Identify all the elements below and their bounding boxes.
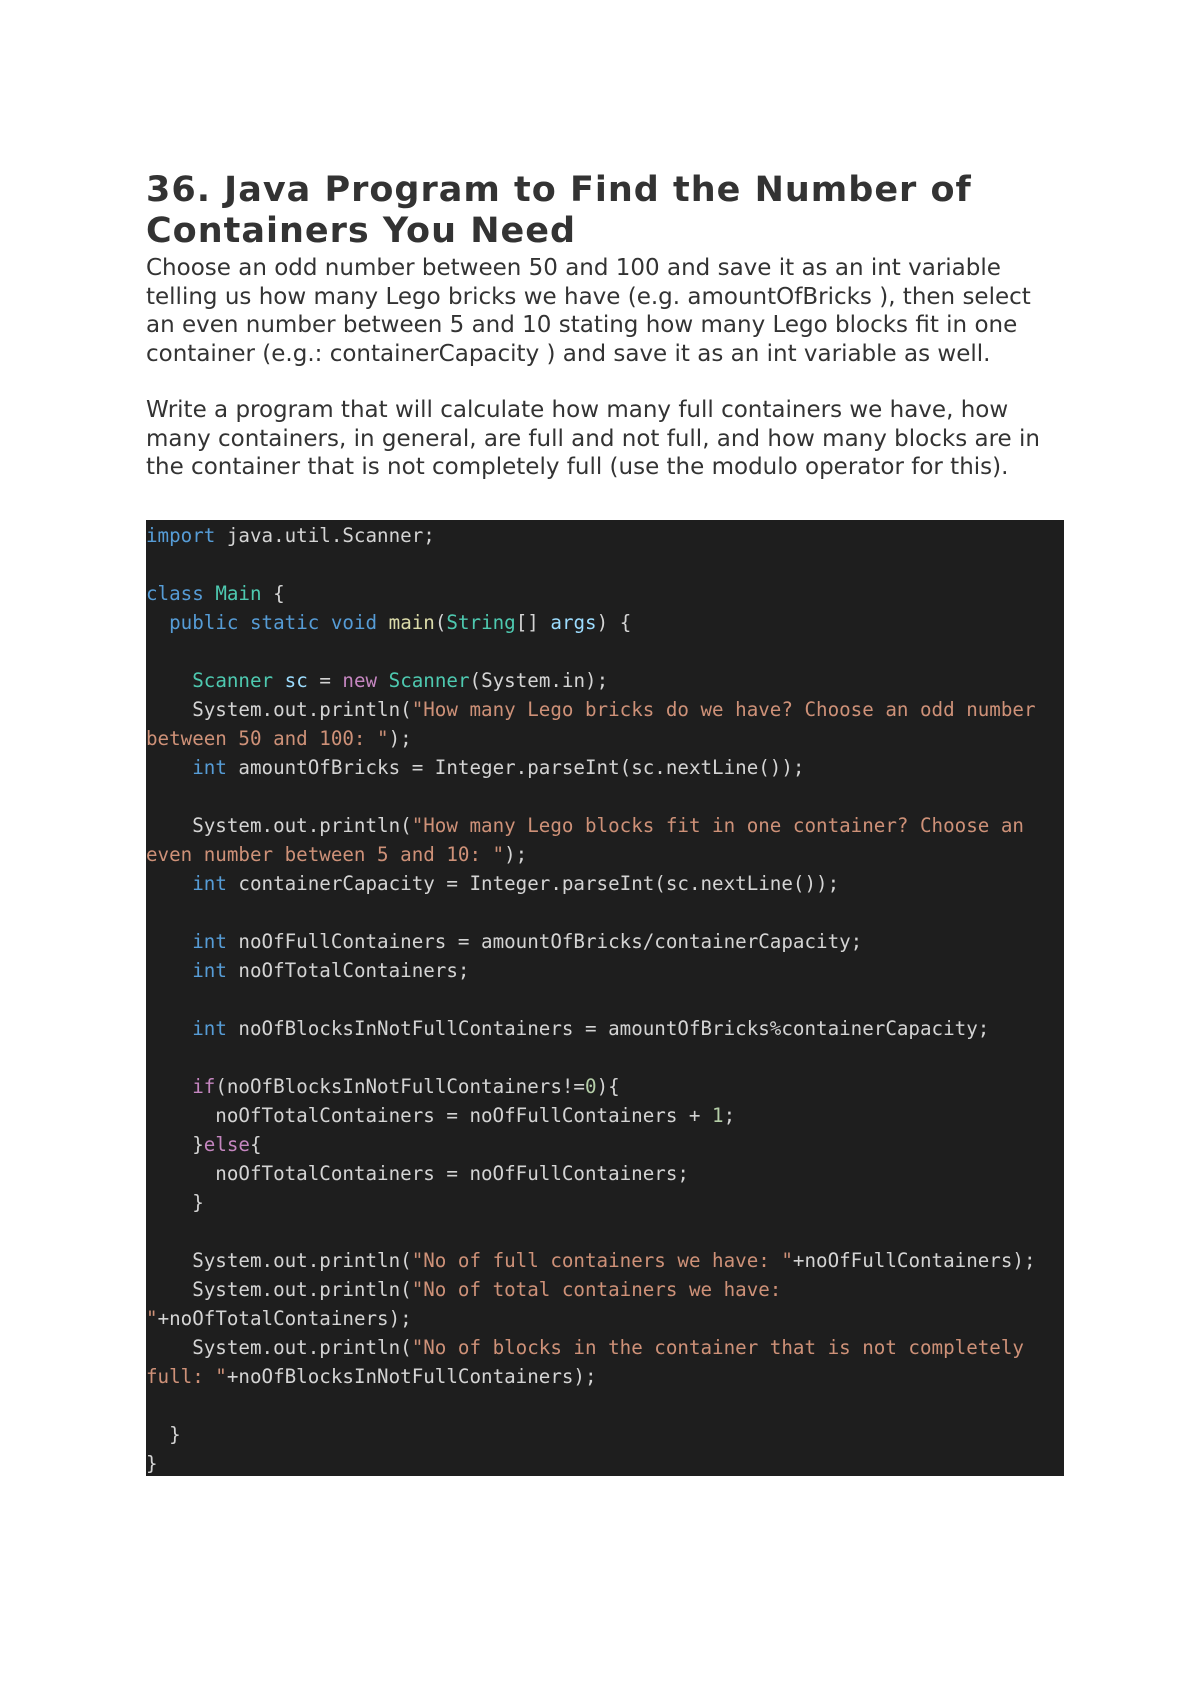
code-token: containerCapacity = Integer.parseInt(sc.nextLine()); bbox=[226, 871, 840, 895]
code-line bbox=[146, 840, 1064, 869]
code-line bbox=[146, 724, 1064, 753]
code-line bbox=[146, 1449, 1064, 1476]
code-line bbox=[146, 811, 1064, 840]
code-token: { bbox=[249, 1132, 262, 1156]
code-token bbox=[377, 611, 389, 634]
code-token bbox=[273, 669, 285, 692]
code-token: 0 bbox=[585, 1074, 597, 1098]
code-token: int bbox=[192, 958, 227, 982]
code-token: main bbox=[388, 610, 435, 634]
code-token bbox=[377, 669, 389, 692]
code-line bbox=[146, 637, 1064, 666]
code-line bbox=[146, 753, 1064, 782]
code-line bbox=[146, 1333, 1064, 1362]
code-token: } bbox=[146, 1132, 204, 1156]
code-line bbox=[146, 521, 1064, 550]
code-line bbox=[146, 666, 1064, 695]
code-token: (noOfBlocksInNotFullContainers!= bbox=[215, 1074, 585, 1098]
code-token bbox=[146, 756, 192, 779]
code-token bbox=[146, 1075, 192, 1098]
code-token: System.out.println( bbox=[146, 813, 412, 837]
code-token: void bbox=[330, 610, 378, 634]
code-token: } bbox=[146, 1190, 204, 1214]
code-token bbox=[319, 611, 331, 634]
code-line bbox=[146, 1246, 1064, 1275]
code-token: "No of total containers we have: bbox=[411, 1277, 782, 1301]
code-token: ); bbox=[504, 842, 528, 866]
code-token: noOfTotalContainers; bbox=[226, 958, 470, 982]
code-token: args bbox=[550, 610, 597, 634]
code-token: System.out.println( bbox=[146, 1335, 412, 1359]
code-token: +noOfBlocksInNotFullContainers); bbox=[226, 1364, 597, 1388]
task-paragraph: Write a program that will calculate how many full containers we have, how many containers, in general, are full and not full, and how many blocks are in the container that is not completely full (use the modulo operator for this). bbox=[146, 397, 1040, 480]
code-token: class bbox=[146, 581, 204, 605]
code-token: amountOfBricks = Integer.parseInt(sc.nextLine()); bbox=[226, 755, 805, 779]
code-token: even number between 5 and 10: " bbox=[146, 842, 505, 866]
code-token: [] bbox=[515, 610, 551, 634]
code-token bbox=[204, 582, 216, 605]
code-token: noOfTotalContainers = noOfFullContainers + bbox=[146, 1103, 713, 1127]
code-token bbox=[146, 959, 192, 982]
code-token: full: " bbox=[146, 1364, 227, 1388]
code-line bbox=[146, 1420, 1064, 1449]
code-line bbox=[146, 695, 1064, 724]
code-token: Scanner bbox=[388, 668, 470, 692]
code-token: System.out.println( bbox=[146, 1277, 412, 1301]
code-line bbox=[146, 579, 1064, 608]
code-token: int bbox=[192, 871, 227, 895]
code-token bbox=[146, 611, 169, 634]
code-token: import bbox=[146, 523, 216, 547]
code-token: int bbox=[192, 1016, 227, 1040]
code-token: String bbox=[446, 610, 516, 634]
document-title: 36. Java Program to Find the Number of Containers You Need bbox=[146, 170, 972, 251]
code-token: noOfBlocksInNotFullContainers = amountOfBricks%containerCapacity; bbox=[226, 1016, 990, 1040]
code-line bbox=[146, 1217, 1064, 1246]
code-line bbox=[146, 985, 1064, 1014]
code-token: ){ bbox=[596, 1074, 620, 1098]
code-token: } bbox=[146, 1422, 181, 1446]
code-line bbox=[146, 869, 1064, 898]
code-line bbox=[146, 608, 1064, 637]
code-token: "No of full containers we have: " bbox=[411, 1248, 793, 1272]
code-line bbox=[146, 1391, 1064, 1420]
code-token: new bbox=[342, 668, 378, 692]
code-line bbox=[146, 1101, 1064, 1130]
code-token: static bbox=[249, 610, 320, 634]
code-token: noOfFullContainers = amountOfBricks/containerCapacity; bbox=[226, 929, 863, 953]
code-token: +noOfFullContainers); bbox=[792, 1248, 1036, 1272]
code-block bbox=[146, 520, 1064, 1476]
code-token bbox=[146, 669, 192, 692]
code-token: 1 bbox=[712, 1103, 724, 1127]
code-token: ); bbox=[388, 726, 412, 750]
code-line bbox=[146, 1304, 1064, 1333]
intro-paragraph: Choose an odd number between 50 and 100 and save it as an int variable telling us how many Lego bricks we have (e.g. amountOfBricks ), then select an even number between 5 and 10 stating how many Lego blocks fit in one container (e.g.: containerCapacity ) and save it as an int variable as well. bbox=[146, 255, 1031, 367]
code-token: System.out.println( bbox=[146, 697, 412, 721]
code-token: (System.in); bbox=[469, 668, 609, 692]
code-token: System.out.println( bbox=[146, 1248, 412, 1272]
code-token: int bbox=[192, 755, 227, 779]
code-token bbox=[146, 930, 192, 953]
code-token: { bbox=[261, 581, 285, 605]
code-token: "How many Lego blocks fit in one container? Choose an bbox=[411, 813, 1024, 837]
code-token: ( bbox=[434, 610, 447, 634]
code-line bbox=[146, 1159, 1064, 1188]
code-line bbox=[146, 1014, 1064, 1043]
code-line bbox=[146, 1275, 1064, 1304]
code-line bbox=[146, 956, 1064, 985]
code-line bbox=[146, 1188, 1064, 1217]
code-token: } bbox=[146, 1451, 158, 1475]
code-token: noOfTotalContainers = noOfFullContainers; bbox=[146, 1161, 689, 1185]
code-line bbox=[146, 927, 1064, 956]
code-line bbox=[146, 1130, 1064, 1159]
code-token bbox=[146, 872, 192, 895]
code-line bbox=[146, 1362, 1064, 1391]
code-token: between 50 and 100: " bbox=[146, 726, 389, 750]
code-line bbox=[146, 1043, 1064, 1072]
code-token: +noOfTotalContainers); bbox=[157, 1306, 412, 1330]
code-token: public bbox=[169, 610, 239, 634]
code-line bbox=[146, 550, 1064, 579]
code-token: Scanner bbox=[192, 668, 274, 692]
code-token: "How many Lego bricks do we have? Choose an odd number bbox=[411, 697, 1036, 721]
code-line bbox=[146, 1072, 1064, 1101]
code-token: ; bbox=[423, 523, 435, 547]
code-token: " bbox=[146, 1306, 158, 1330]
code-token: if bbox=[192, 1074, 216, 1098]
code-token: Main bbox=[215, 581, 262, 605]
code-token: = bbox=[307, 668, 343, 692]
code-line bbox=[146, 782, 1064, 811]
code-token: ; bbox=[723, 1103, 736, 1127]
document-page bbox=[146, 170, 1064, 1476]
code-token: ) { bbox=[596, 610, 632, 634]
code-line bbox=[146, 898, 1064, 927]
code-token bbox=[146, 1017, 192, 1040]
code-token: sc bbox=[284, 668, 308, 692]
code-token bbox=[238, 611, 250, 634]
code-token: java.util.Scanner bbox=[215, 523, 424, 547]
code-token: int bbox=[192, 929, 227, 953]
code-token: else bbox=[203, 1132, 250, 1156]
code-token: "No of blocks in the container that is not completely bbox=[411, 1335, 1024, 1359]
